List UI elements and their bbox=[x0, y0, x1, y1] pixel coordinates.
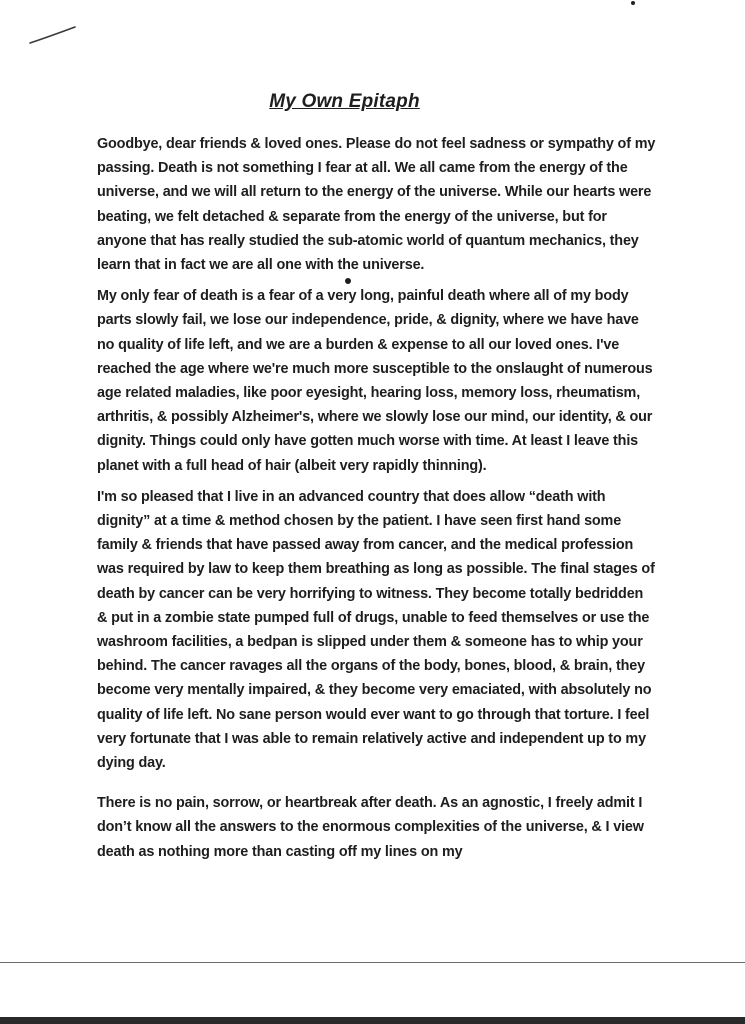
scan-speck bbox=[631, 1, 635, 5]
paragraph-4: There is no pain, sorrow, or heartbreak after death. As an agnostic, I freely admit I don’t know all the answers to the enormous complexities of the universe, & I view death as nothing more than casting off my lines on my bbox=[97, 795, 644, 860]
scan-bottom-border bbox=[0, 1017, 745, 1024]
paragraph-2: My only fear of death is a fear of a very long, painful death where all of my body parts slowly fail, we lose our independence, pride, & dignity, where we have have no quality of life left, and we are a burden & expense to all our loved ones. I've reached the age where we're much more susceptible to the onslaught of numerous age related maladies, like poor eyesight, hearing loss, memory loss, rheumatism, arthritis, & possibly Alzheimer's, where we slowly lose our mind, our identity, & our dignity. Things could only have gotten much worse with time. At least I leave this planet with a full head of hair (albeit very rapidly thinning). bbox=[97, 288, 653, 474]
paragraph-3: I'm so pleased that I live in an advanced country that does allow “death with dignity” at a time & method chosen by the patient. I have seen first hand some family & friends that have passed away from cancer, and the medical profession was required by law to keep them breathing as long as possible. The final stages of death by cancer can be very horrifying to witness. They become totally bedridden & put in a zombie state pumped full of drugs, unable to feed themselves or use the washroom facilities, a bedpan is slipped under them & someone has to whip your behind. The cancer ravages all the organs of the body, bones, blood, & brain, they become very mentally impaired, & they become very emaciated, with absolutely no quality of life left. No sane person would ever want to go through that torture. I feel very fortunate that I was able to remain relatively active and independent up to my dying day. bbox=[97, 488, 655, 772]
page-title: My Own Epitaph bbox=[269, 91, 420, 112]
epitaph-body bbox=[97, 132, 657, 871]
scan-edge-line bbox=[0, 962, 745, 963]
pen-stroke-mark bbox=[28, 24, 78, 46]
paragraph-1: Goodbye, dear friends & loved ones. Please do not feel sadness or sympathy of my passing. Death is not something I fear at all. We all came from the energy of the universe, and we will all return to the energy of the universe. While our hearts were beating, we felt detached & separate from the energy of the universe, but for anyone that has really studied the sub-atomic world of quantum mechanics, they learn that in fact we are all one with the universe. bbox=[97, 136, 656, 274]
